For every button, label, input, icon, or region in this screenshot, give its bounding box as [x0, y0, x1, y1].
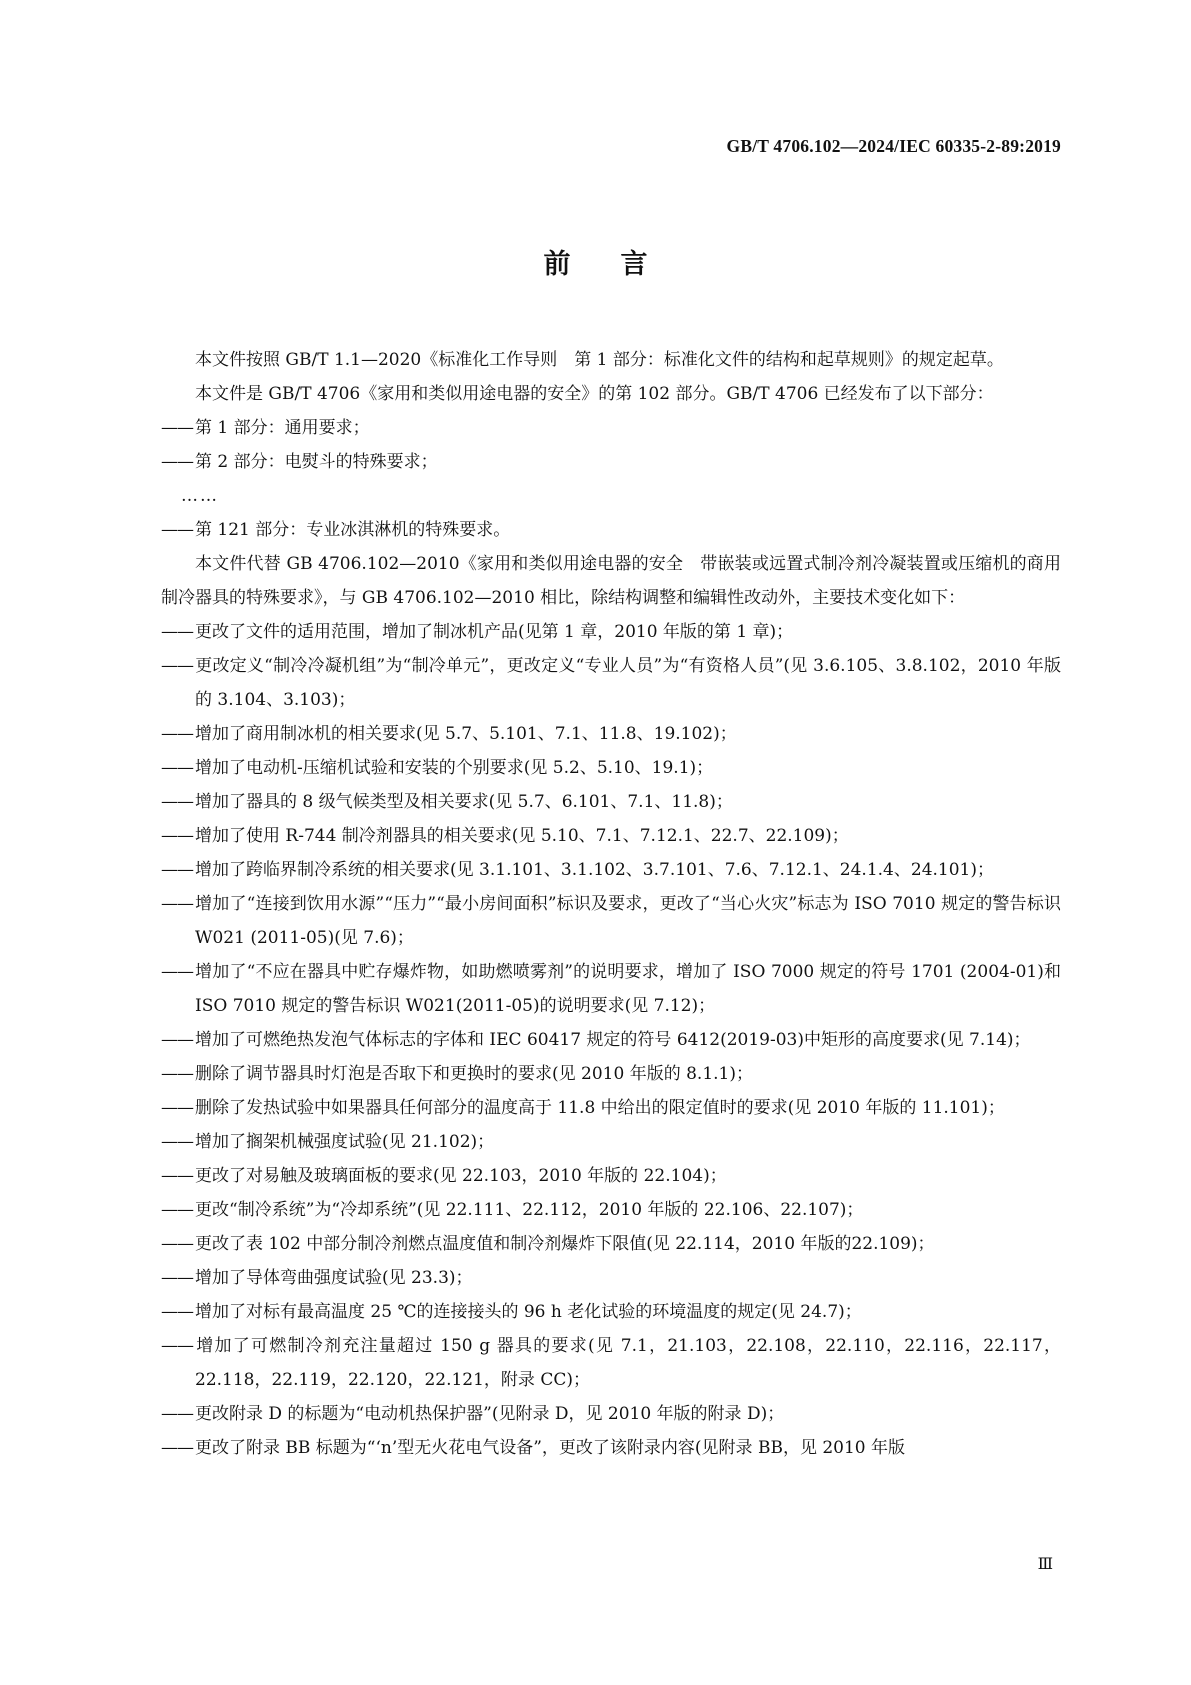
- dash-marker: ——: [161, 622, 193, 642]
- dash-marker: ——: [161, 1064, 193, 1084]
- change-text: 增加了“连接到饮用水源”“压力”“最小房间面积”标识及要求，更改了“当心火灾”标志为 ISO 7010 规定的警告标识 W021 (2011-05)(见 7.6)；: [195, 894, 1061, 948]
- change-list-item: [161, 853, 1061, 887]
- change-list-item: [161, 785, 1061, 819]
- dash-marker: ——: [161, 520, 193, 540]
- change-text: 更改了对易触及玻璃面板的要求(见 22.103，2010 年版的 22.104)；: [195, 1166, 727, 1186]
- change-list-item: [161, 649, 1061, 717]
- change-text: 更改定义“制冷冷凝机组”为“制冷单元”，更改定义“专业人员”为“有资格人员”(见 3.6.105、3.8.102，2010 年版的 3.104、3.103)；: [195, 656, 1061, 710]
- change-list-item: [161, 1295, 1061, 1329]
- dash-marker: ——: [161, 452, 193, 472]
- change-text: 更改了文件的适用范围，增加了制冰机产品(见第 1 章，2010 年版的第 1 章)；: [195, 622, 794, 642]
- dash-marker: ——: [161, 1098, 193, 1118]
- change-list-item: [161, 717, 1061, 751]
- change-list-item: [161, 1057, 1061, 1091]
- change-list-item: [161, 1227, 1061, 1261]
- change-text: 删除了调节器具时灯泡是否取下和更换时的要求(见 2010 年版的 8.1.1)；: [195, 1064, 753, 1084]
- dash-marker: ——: [161, 1336, 193, 1356]
- change-text: 增加了器具的 8 级气候类型及相关要求(见 5.7、6.101、7.1、11.8)；: [195, 792, 733, 812]
- dash-marker: ——: [161, 1234, 193, 1254]
- dash-marker: ——: [161, 1166, 193, 1186]
- dash-marker: ——: [161, 962, 193, 982]
- change-text: 增加了商用制冰机的相关要求(见 5.7、5.101、7.1、11.8、19.102)；: [195, 724, 737, 744]
- page-number: Ⅲ: [1037, 1556, 1052, 1573]
- change-text: 删除了发热试验中如果器具任何部分的温度高于 11.8 中给出的限定值时的要求(见 2010 年版的 11.101)；: [195, 1098, 1005, 1118]
- change-list-item: [161, 1261, 1061, 1295]
- preface-body: [161, 343, 1061, 1465]
- change-text: 增加了导体弯曲强度试验(见 23.3)；: [195, 1268, 473, 1288]
- change-text: 更改附录 D 的标题为“电动机热保护器”(见附录 D，见 2010 年版的附录 D)；: [195, 1404, 785, 1424]
- part-list-item: [161, 513, 1061, 547]
- intro-paragraph-2: 本文件是 GB/T 4706《家用和类似用途电器的安全》的第 102 部分。GB/T 4706 已经发布了以下部分：: [195, 384, 994, 404]
- change-list-item: [161, 1091, 1061, 1125]
- dash-marker: ——: [161, 1268, 193, 1288]
- change-list-item: [161, 819, 1061, 853]
- part-list-text: 第 1 部分：通用要求；: [195, 418, 370, 438]
- change-list-item: [161, 1193, 1061, 1227]
- dash-marker: ——: [161, 792, 193, 812]
- dash-marker: ——: [161, 1030, 193, 1050]
- dash-marker: ——: [161, 860, 193, 880]
- dash-marker: ——: [161, 1438, 193, 1458]
- dash-marker: ——: [161, 758, 193, 778]
- part-list-text: 第 121 部分：专业冰淇淋机的特殊要求。: [195, 520, 511, 540]
- change-list-item: [161, 751, 1061, 785]
- part-list-text: 第 2 部分：电熨斗的特殊要求；: [195, 452, 438, 472]
- intro-paragraph-3: 本文件代替 GB 4706.102—2010《家用和类似用途电器的安全 带嵌装或远置式制冷剂冷凝装置或压缩机的商用制冷器具的特殊要求》，与 GB 4706.102—2010 相比，除结构调整和编辑性改动外，主要技术变化如下：: [161, 554, 1061, 608]
- change-text: 增加了可燃制冷剂充注量超过 150 g 器具的要求(见 7.1，21.103，22.108，22.110，22.116，22.117，22.118，22.119，22.120，22.121，附录 CC)；: [195, 1336, 1061, 1390]
- change-text: 更改了表 102 中部分制冷剂燃点温度值和制冷剂爆炸下限值(见 22.114，2010 年版的22.109)；: [195, 1234, 935, 1254]
- part-list-item: [161, 445, 1061, 479]
- dash-marker: ——: [161, 1132, 193, 1152]
- change-list-item: [161, 887, 1061, 955]
- dash-marker: ——: [161, 1404, 193, 1424]
- change-list-item: [161, 615, 1061, 649]
- change-text: 增加了可燃绝热发泡气体标志的字体和 IEC 60417 规定的符号 6412(2019-03)中矩形的高度要求(见 7.14)；: [195, 1030, 1031, 1050]
- change-list-item: [161, 1125, 1061, 1159]
- change-text: 更改“制冷系统”为“冷却系统”(见 22.111、22.112，2010 年版的 22.106、22.107)；: [195, 1200, 864, 1220]
- part-list-ellipsis: ……: [181, 486, 219, 506]
- dash-marker: ——: [161, 826, 193, 846]
- dash-marker: ——: [161, 724, 193, 744]
- dash-marker: ——: [161, 894, 193, 914]
- change-text: 增加了跨临界制冷系统的相关要求(见 3.1.101、3.1.102、3.7.101、7.6、7.12.1、24.1.4、24.101)；: [195, 860, 994, 880]
- dash-marker: ——: [161, 1200, 193, 1220]
- change-text: 增加了使用 R-744 制冷剂器具的相关要求(见 5.10、7.1、7.12.1、22.7、22.109)；: [195, 826, 849, 846]
- change-list-item: [161, 955, 1061, 1023]
- change-text: 增加了电动机-压缩机试验和安装的个别要求(见 5.2、5.10、19.1)；: [195, 758, 714, 778]
- change-list-item: [161, 1329, 1061, 1397]
- dash-marker: ——: [161, 418, 193, 438]
- dash-marker: ——: [161, 656, 193, 676]
- part-list-item: [161, 411, 1061, 445]
- change-text: 增加了“不应在器具中贮存爆炸物，如助燃喷雾剂”的说明要求，增加了 ISO 7000 规定的符号 1701 (2004-01)和 ISO 7010 规定的警告标识 W021(2011-05)的说明要求(见 7.12)；: [195, 962, 1061, 1016]
- intro-paragraph-1: 本文件按照 GB/T 1.1—2020《标准化工作导则 第 1 部分：标准化文件的结构和起草规则》的规定起草。: [195, 350, 1004, 370]
- change-list-item: [161, 1159, 1061, 1193]
- page-title: 前言: [543, 249, 698, 280]
- change-list-item: [161, 1397, 1061, 1431]
- change-text: 增加了对标有最高温度 25 ℃的连接接头的 96 h 老化试验的环境温度的规定(见 24.7)；: [195, 1302, 862, 1322]
- change-text: 增加了搁架机械强度试验(见 21.102)；: [195, 1132, 495, 1152]
- change-list-item: [161, 1431, 1061, 1465]
- change-list-item: [161, 1023, 1061, 1057]
- dash-marker: ——: [161, 1302, 193, 1322]
- standard-code: GB/T 4706.102—2024/IEC 60335-2-89:2019: [726, 136, 1061, 156]
- change-text: 更改了附录 BB 标题为“‘n’型无火花电气设备”，更改了该附录内容(见附录 BB，见 2010 年版: [195, 1438, 906, 1458]
